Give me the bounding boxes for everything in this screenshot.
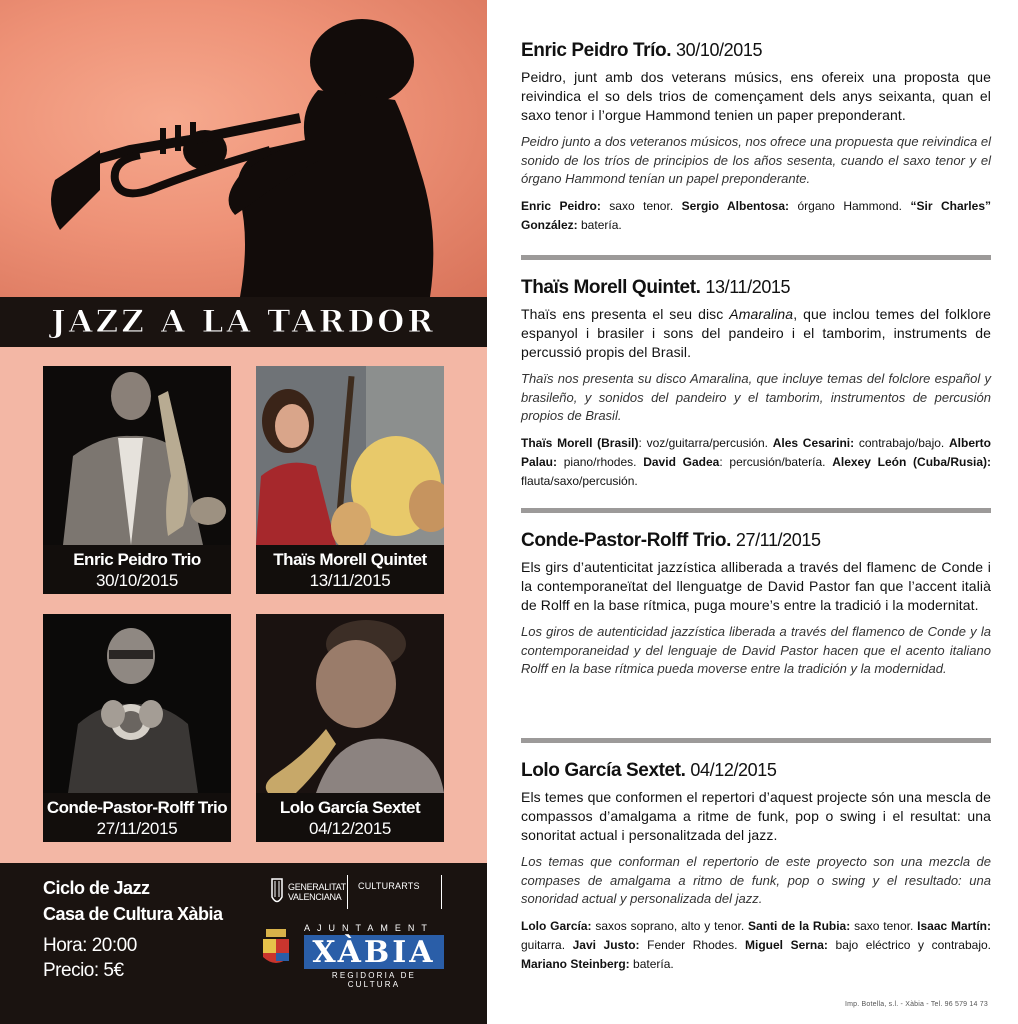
musician-role: guitarra.: [521, 937, 573, 952]
concert-card-enric-peidro: [43, 366, 231, 594]
musician-role: saxos soprano, alto y tenor.: [591, 918, 749, 933]
poster-title-band: [0, 297, 487, 347]
musician-name: “Sir Charles” González:: [521, 198, 991, 232]
trumpet-player-photo: [43, 614, 231, 793]
concert-date: 27/11/2015: [735, 530, 821, 550]
musician-credits: [521, 917, 991, 974]
event-time: Hora: 20:00: [43, 935, 137, 956]
card-date: 27/11/2015: [96, 818, 178, 838]
event-price: Precio: 5€: [43, 960, 124, 981]
concert-heading: [521, 277, 991, 299]
musician-name: Alexey León (Cuba/Rusia):: [832, 454, 992, 469]
section-divider: [521, 738, 991, 743]
concert-heading: [521, 40, 991, 62]
concert-card-lolo-garcia: [256, 614, 444, 842]
generalitat-logo: [270, 877, 346, 907]
musician-name: Sergio Albentosa:: [681, 198, 789, 213]
musician-name: David Gadea: [643, 454, 720, 469]
concert-date: 13/11/2015: [705, 277, 791, 297]
musician-name: Mariano Steinberg:: [521, 956, 630, 971]
xabia-logo: XÀBIA: [304, 935, 444, 969]
album-title: Amaralina: [729, 306, 794, 322]
musician-role: : voz/guitarra/percusión.: [638, 435, 773, 450]
guitarist-photo: [256, 366, 444, 545]
card-caption: [43, 545, 231, 594]
card-name: Conde-Pastor-Rolff Trio: [46, 797, 228, 817]
musician-role: bajo eléctrico y contrabajo.: [827, 937, 991, 952]
concert-card-conde-pastor-rolff: [43, 614, 231, 842]
section-divider: [521, 255, 991, 260]
desc-text: Thaïs ens presenta el seu disc: [521, 306, 730, 322]
regidoria-label: REGIDORIA DE CULTURA: [331, 971, 417, 989]
poster-title: JAZZ A LA TARDOR: [50, 304, 437, 340]
concert-date: 04/12/2015: [690, 760, 777, 780]
concert-entry: [521, 40, 991, 235]
musician-role: órgano Hammond.: [789, 198, 911, 213]
concert-heading: [521, 760, 991, 782]
saxophonist-photo: [43, 366, 231, 545]
concert-title: Thaïs Morell Quintet.: [521, 277, 701, 298]
card-name: Enric Peidro Trio: [73, 549, 201, 569]
generalitat-line2: VALENCIANA: [288, 892, 342, 902]
trumpeter-silhouette-image: [0, 0, 487, 297]
venue-name: Casa de Cultura Xàbia: [43, 904, 223, 924]
card-date: 04/12/2015: [308, 818, 392, 838]
culturarts-logo: CULTURARTS: [358, 881, 420, 891]
musician-name: Santi de la Rubia:: [748, 918, 851, 933]
musician-name: Ales Cesarini:: [772, 435, 855, 450]
generalitat-line1: GENERALITAT: [288, 882, 346, 892]
musician-name: Javi Justo:: [572, 937, 640, 952]
musician-name: Alberto Palau:: [521, 435, 991, 469]
desc-text: , que inclou temes del folklore espanyol i brasiler i sons del pandeiro i el tamborim, instruments de percussió propis del Brasil.: [521, 306, 991, 360]
xabia-coat-of-arms-icon: [260, 929, 292, 969]
spanish-description: Peidro junto a dos veteranos músicos, nos ofrece una propuesta que reivindica el sonido de los tríos de principios de los años sesenta, cuando el saxo tenor y el órgano Hammond tenían un papel preponderante.: [521, 134, 991, 186]
alto-sax-player-photo: [256, 614, 444, 793]
card-name: Lolo García Sextet: [279, 797, 421, 817]
concert-title: Enric Peidro Trío.: [521, 40, 672, 61]
spanish-description: Thaïs nos presenta su disco Amaralina, que incluye temas del folclore español y brasileño, y sonidos del pandeiro y el tamborim, instrumentos de percusión propios de Brasil.: [521, 371, 991, 423]
ajuntament-label: AJUNTAMENT: [304, 923, 434, 933]
venue-info: [43, 875, 223, 927]
concert-heading: [521, 530, 991, 552]
spanish-description: Los giros de autenticidad jazzística liberada a través del flamenco de Conde y la contemporaneidad y del lenguaje de David Pastor hacen que el acento italiano Rolff en la base rítmica pueda moverse entre la tradición y la modernidad.: [521, 624, 991, 676]
musician-name: Isaac Martín:: [917, 918, 992, 933]
musician-role: piano/rhodes.: [557, 454, 644, 469]
spanish-description: Los temas que conforman el repertorio de este proyecto son una mezcla de compases de amalgama a ritmo de funk, pop o swing y el resultado: una sonoridad actual y personalizada del jazz.: [521, 854, 991, 906]
concert-title: Conde-Pastor-Rolff Trio.: [521, 530, 731, 551]
musician-role: contrabajo/bajo.: [854, 435, 949, 450]
cycle-name: Ciclo de Jazz: [43, 878, 150, 898]
generalitat-emblem-icon: [270, 877, 284, 907]
musician-role: batería.: [629, 956, 674, 971]
logo-divider: [441, 875, 442, 909]
musician-role: saxo tenor.: [600, 198, 682, 213]
catalan-description: Peidro, junt amb dos veterans músics, ens ofereix una proposta que reivindica el so dels trios de començament dels anys seixanta, quan el saxo tenor i l’orgue Hammond tenien un paper preponderant.: [521, 69, 991, 123]
musician-name: Thaïs Morell (Brasil): [521, 435, 639, 450]
card-date: 30/10/2015: [95, 570, 179, 590]
time-price-info: [43, 933, 137, 983]
concert-date: 30/10/2015: [676, 40, 763, 60]
musician-role: flauta/saxo/percusión.: [521, 473, 638, 488]
card-name: Thaïs Morell Quintet: [273, 549, 427, 569]
concert-entry: [521, 277, 991, 491]
poster-panel: [0, 0, 487, 1024]
card-date: 13/11/2015: [309, 570, 391, 590]
card-caption: [256, 545, 444, 594]
concert-card-thais-morell: [256, 366, 444, 594]
musician-name: Miguel Serna:: [745, 937, 828, 952]
card-caption: [256, 793, 444, 842]
concert-title: Lolo García Sextet.: [521, 760, 686, 781]
catalan-description: Els temes que conformen el repertori d’aquest projecte són una mescla de compassos d’amalgama a ritme de funk, pop o swing i el resultat: una sonoritat actual i personalitzada del jazz.: [521, 789, 991, 843]
musician-credits: [521, 434, 991, 491]
logo-divider: [347, 875, 348, 909]
musician-role: batería.: [577, 217, 622, 232]
musician-name: Lolo García:: [521, 918, 592, 933]
printer-imprint: Imp. Botella, s.l. - Xàbia - Tel. 96 579 14 73: [845, 1001, 988, 1008]
poster-footer: [0, 863, 487, 1024]
musician-name: Enric Peidro:: [521, 198, 601, 213]
concert-entry: [521, 760, 991, 974]
musician-role: Fender Rhodes.: [639, 937, 745, 952]
musician-role: saxo tenor.: [850, 918, 918, 933]
section-divider: [521, 508, 991, 513]
card-caption: [43, 793, 231, 842]
musician-role: : percusión/batería.: [719, 454, 833, 469]
catalan-description: [521, 305, 991, 362]
musician-credits: [521, 197, 991, 235]
catalan-description: Els girs d’autenticitat jazzística alliberada a través del flamenc de Conde i la contemporaneïtat del llenguatge de David Pastor fan que l’accent italià de Rolff en la base rítmica, puga moure’s entre la tradició i la modernitat.: [521, 559, 991, 613]
concert-entry: [521, 530, 991, 679]
